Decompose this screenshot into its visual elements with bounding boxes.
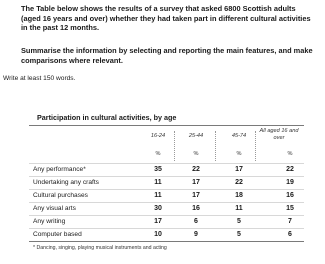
cell-value: 22 bbox=[235, 178, 243, 186]
unit-label: % bbox=[155, 151, 161, 157]
row-label: Undertaking any crafts bbox=[33, 178, 99, 186]
row-label: Computer based bbox=[33, 230, 82, 238]
row-label: Cultural purchases bbox=[33, 191, 88, 199]
table-title: Participation in cultural activities, by age bbox=[37, 113, 177, 122]
cell-value: 17 bbox=[235, 165, 243, 173]
table-row bbox=[29, 202, 304, 214]
table-row bbox=[29, 189, 304, 201]
column-header-all-aged: All aged 16 and over bbox=[259, 128, 299, 141]
column-separator bbox=[255, 131, 256, 161]
word-count-requirement: Write at least 150 words. bbox=[3, 75, 76, 82]
cell-value: 15 bbox=[286, 204, 294, 212]
table-title-divider bbox=[29, 125, 304, 126]
cell-value: 5 bbox=[237, 230, 241, 238]
column-separator bbox=[174, 131, 175, 161]
table-row bbox=[29, 228, 304, 240]
table-row bbox=[29, 163, 304, 175]
column-separator bbox=[215, 131, 216, 161]
cell-value: 17 bbox=[192, 191, 200, 199]
cell-value: 6 bbox=[288, 230, 292, 238]
cell-value: 17 bbox=[154, 217, 162, 225]
cell-value: 16 bbox=[192, 204, 200, 212]
column-header-25-44: 25-44 bbox=[188, 133, 204, 139]
cell-value: 16 bbox=[286, 191, 294, 199]
cell-value: 18 bbox=[235, 191, 243, 199]
row-label: Any visual arts bbox=[33, 204, 76, 212]
table-row bbox=[29, 215, 304, 227]
task-prompt: The Table below shows the results of a survey that asked 6800 Scottish adults (aged 16 years and over) whether they had taken part in different cultural activities in the past 12 months. bbox=[21, 4, 311, 33]
cell-value: 22 bbox=[286, 165, 294, 173]
column-header-16-24: 16-24 bbox=[150, 133, 166, 139]
unit-label: % bbox=[193, 151, 199, 157]
cell-value: 35 bbox=[154, 165, 162, 173]
column-header-45-74: 45-74 bbox=[231, 133, 247, 139]
cell-value: 19 bbox=[286, 178, 294, 186]
cell-value: 17 bbox=[192, 178, 200, 186]
cell-value: 11 bbox=[154, 191, 162, 199]
unit-label: % bbox=[236, 151, 242, 157]
table-footnote: * Dancing, singing, playing musical instruments and acting bbox=[33, 245, 167, 251]
cell-value: 22 bbox=[192, 165, 200, 173]
cell-value: 7 bbox=[288, 217, 292, 225]
row-label: Any writing bbox=[33, 217, 66, 225]
unit-label: % bbox=[287, 151, 293, 157]
cell-value: 11 bbox=[154, 178, 162, 186]
cell-value: 30 bbox=[154, 204, 162, 212]
table-row bbox=[29, 176, 304, 188]
cell-value: 11 bbox=[235, 204, 243, 212]
task-instructions: Summarise the information by selecting and reporting the main features, and make comparisons where relevant. bbox=[21, 46, 313, 65]
cell-value: 9 bbox=[194, 230, 198, 238]
cell-value: 10 bbox=[154, 230, 162, 238]
cell-value: 6 bbox=[194, 217, 198, 225]
row-label: Any performance* bbox=[33, 165, 86, 173]
table-bottom-divider bbox=[29, 241, 304, 242]
cell-value: 5 bbox=[237, 217, 241, 225]
